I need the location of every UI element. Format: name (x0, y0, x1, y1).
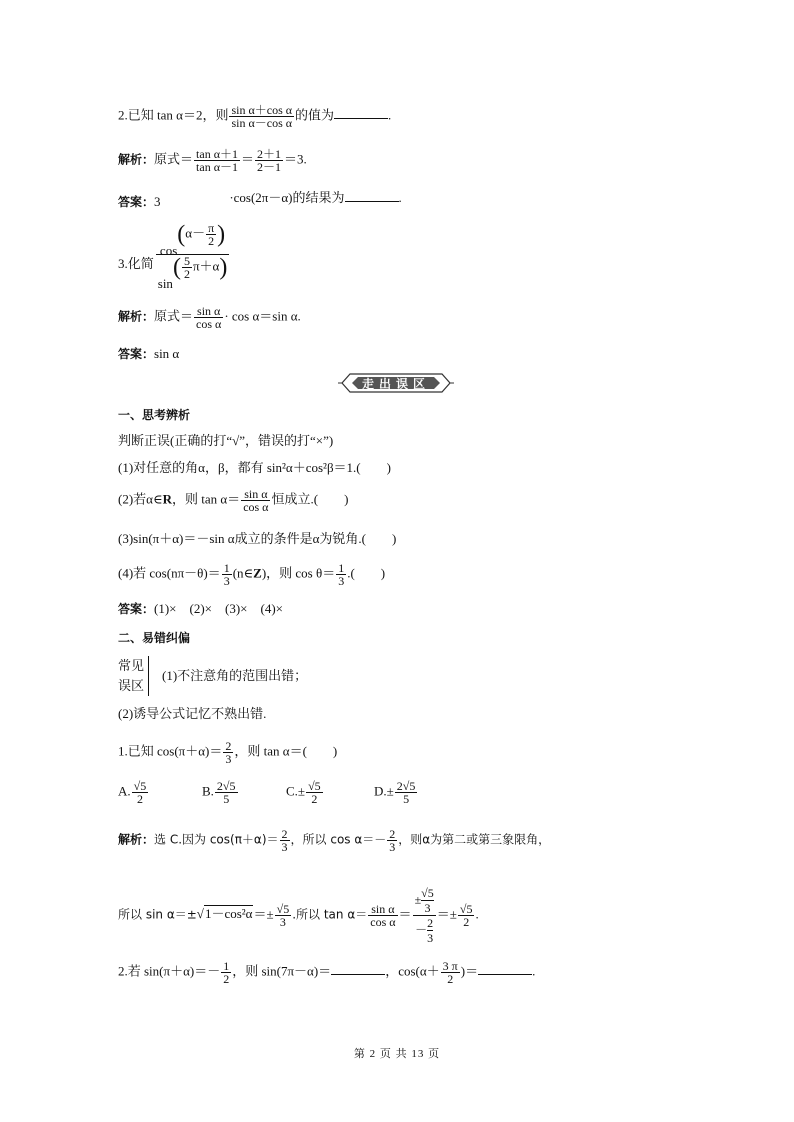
question-1: 1.已知 cos(π＋α)＝ $\frac{2}{3}$ ，则 tan α＝( ) (118, 739, 338, 766)
common-errors-label: 常见 误区 (118, 656, 149, 696)
options (118, 780, 458, 805)
solution-1-line-1: 解析：选 C.因为 cos(π＋α)＝ $\frac{2}{3}$ ，所以 cos α＝－ $\frac{2}{3}$ ，则α为第二或第三象限角， (118, 827, 551, 854)
q2-suffix: 的值为 (295, 107, 335, 123)
solution-1-line-2: 所以 sin α＝±√1－cos²α＝± $\frac{√5}{3}$ .所以 tan α＝ $\frac{\text{sin α}}{\text{cos α}}$ ＝ ± $\frac{√5}{3}$ － $\frac{2}{3}$ ＝± $\frac{√5}{2}$ . (118, 886, 479, 945)
section-2-title: 二、易错纠偏 (118, 631, 191, 645)
answer-blank[interactable] (345, 190, 399, 202)
section-banner (338, 372, 454, 394)
section-1-answer: 答案：(1)× (2)× (3)× (4)× (118, 601, 283, 616)
answer-2: 答案：3 (118, 194, 161, 209)
item-3: (3)sin(π＋α)＝－sin α成立的条件是α为锐角.( ) (118, 531, 397, 546)
compound-fraction: ± $\frac{√5}{3}$ － $\frac{2}{3}$ (414, 886, 434, 945)
item-4: (4)若 cos(nπ－θ)＝ $\frac{1}{3}$ (n∈Z)，则 cos θ＝ $\frac{1}{3}$ .( ) (118, 561, 386, 588)
answer-3: 答案：sin α (118, 346, 180, 361)
solution-3: 解析：原式＝ $\frac{\text{sin α}}{\text{cos α}}$ · cos α＝sin α. (118, 304, 301, 331)
option-d[interactable]: D.± $\frac{2√5}{5}$ (374, 779, 416, 806)
answer-blank[interactable] (334, 107, 388, 119)
item-1: (1)对任意的角α，β，都有 sin²α＋cos²β＝1.( ) (118, 460, 391, 475)
section-1-intro: 判断正误(正确的打“√”，错误的打“×”) (118, 433, 334, 448)
q2-fraction: $\frac{\text{sin α＋cos α}}{\text{sin α－cos α}}$ (231, 103, 293, 130)
page-footer: 第 2 页 共 13 页 (353, 1048, 441, 1060)
banner-text: 走出误区 (361, 377, 430, 391)
item-2: (2)若α∈R，则 tan α＝ $\frac{\text{sin α}}{\text{cos α}}$ 恒成立.( ) (118, 487, 349, 514)
question-2b: 2.若 sin(π＋α)＝－ $\frac{1}{2}$ ，则 sin(7π－α)＝ ，cos(α＋ $\frac{3 \pi}{2}$ )＝ . (118, 959, 536, 986)
question-2: 2.已知 tan α＝2，则 $\frac{\text{sin α＋cos α}}{\text{sin α－cos α}}$ 的值为 . (118, 103, 392, 130)
option-c[interactable]: C.± $\frac{√5}{2}$ (286, 779, 321, 806)
section-1-title: 一、思考辨析 (118, 408, 191, 422)
question-3: 3.化简 cos(α－ $\frac{\pi}{2}$ ) sin( $\frac{5}{2}$ π＋α) ·cos(2π－α)的结果为 . (118, 190, 402, 292)
error-2: (2)诱导公式记忆不熟出错. (118, 706, 267, 721)
option-a[interactable]: A. $\frac{√5}{2}$ (118, 779, 147, 806)
q3-fraction: cos(α－ $\frac{\pi}{2}$ ) sin( $\frac{5}{2}$ π＋α) (157, 221, 228, 292)
answer-blank[interactable] (331, 963, 385, 975)
option-b[interactable]: B. $\frac{2√5}{5}$ (202, 779, 236, 806)
answer-blank[interactable] (478, 963, 532, 975)
error-1: (1)不注意角的范围出错； (162, 668, 308, 683)
solution-2: 解析：原式＝ $\frac{\text{tan α＋1}}{\text{tan α－1}}$ ＝ $\frac{2+1}{2-1}$ ＝3. (118, 147, 307, 174)
q2-prefix: 2.已知 tan α＝2，则 (118, 107, 229, 123)
